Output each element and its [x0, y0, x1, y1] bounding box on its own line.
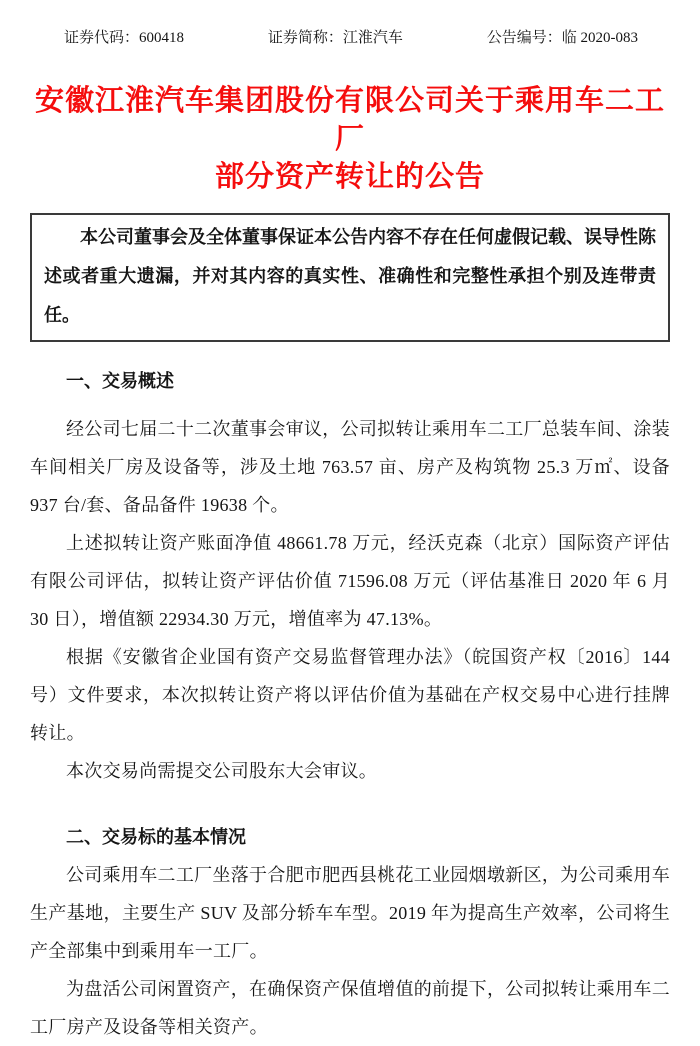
- paragraph: 为盘活公司闲置资产，在确保资产保值增值的前提下，公司拟转让乘用车二工厂房产及设备等相关资产。: [30, 979, 670, 1037]
- section-heading-1: 一、交易概述: [66, 371, 174, 391]
- paragraph: 根据《安徽省企业国有资产交易监督管理办法》（皖国资产权〔2016〕144 号）文件要求，本次拟转让资产将以评估价值为基础在产权交易中心进行挂牌转让。: [30, 647, 670, 743]
- section-2-body: [30, 856, 670, 1046]
- paragraph: 本次交易尚需提交公司股东大会审议。: [66, 761, 378, 781]
- page-title-line1: 安徽江淮汽车集团股份有限公司关于乘用车二工厂: [34, 85, 665, 155]
- disclaimer-box: [30, 213, 670, 342]
- paragraph: 公司乘用车二工厂坐落于合肥市肥西县桃花工业园烟墩新区，为公司乘用车生产基地，主要生产 SUV 及部分轿车车型。2019 年为提高生产效率，公司将生产全部集中到乘用车一工厂。: [30, 865, 670, 961]
- page-title: [30, 82, 670, 196]
- disclaimer-text: 本公司董事会及全体董事保证本公告内容不存在任何虚假记载、误导性陈述或者重大遗漏，并对其内容的真实性、准确性和完整性承担个别及连带责任。: [44, 227, 656, 325]
- announcement-number: 公告编号：临 2020-083: [486, 30, 638, 46]
- paragraph: 经公司七届二十二次董事会审议，公司拟转让乘用车二工厂总装车间、涂装车间相关厂房及设备等，涉及土地 763.57 亩、房产及构筑物 25.3 万㎡、设备 937 台/套、备品备件 19638 个。: [30, 419, 670, 515]
- section-heading-2: 二、交易标的基本情况: [66, 827, 246, 847]
- paragraph: 上述拟转让资产账面净值 48661.78 万元，经沃克森（北京）国际资产评估有限公司评估，拟转让资产评估价值 71596.08 万元（评估基准日 2020 年 6 月 30 日），增值额 22934.30 万元，增值率为 47.13%。: [30, 533, 670, 629]
- document-header: [30, 28, 670, 48]
- stock-name: 证券简称：江淮汽车: [267, 30, 403, 46]
- page-title-line2: 部分资产转让的公告: [214, 161, 485, 193]
- section-1-body: [30, 410, 670, 790]
- stock-code: 证券代码：600418: [64, 30, 185, 46]
